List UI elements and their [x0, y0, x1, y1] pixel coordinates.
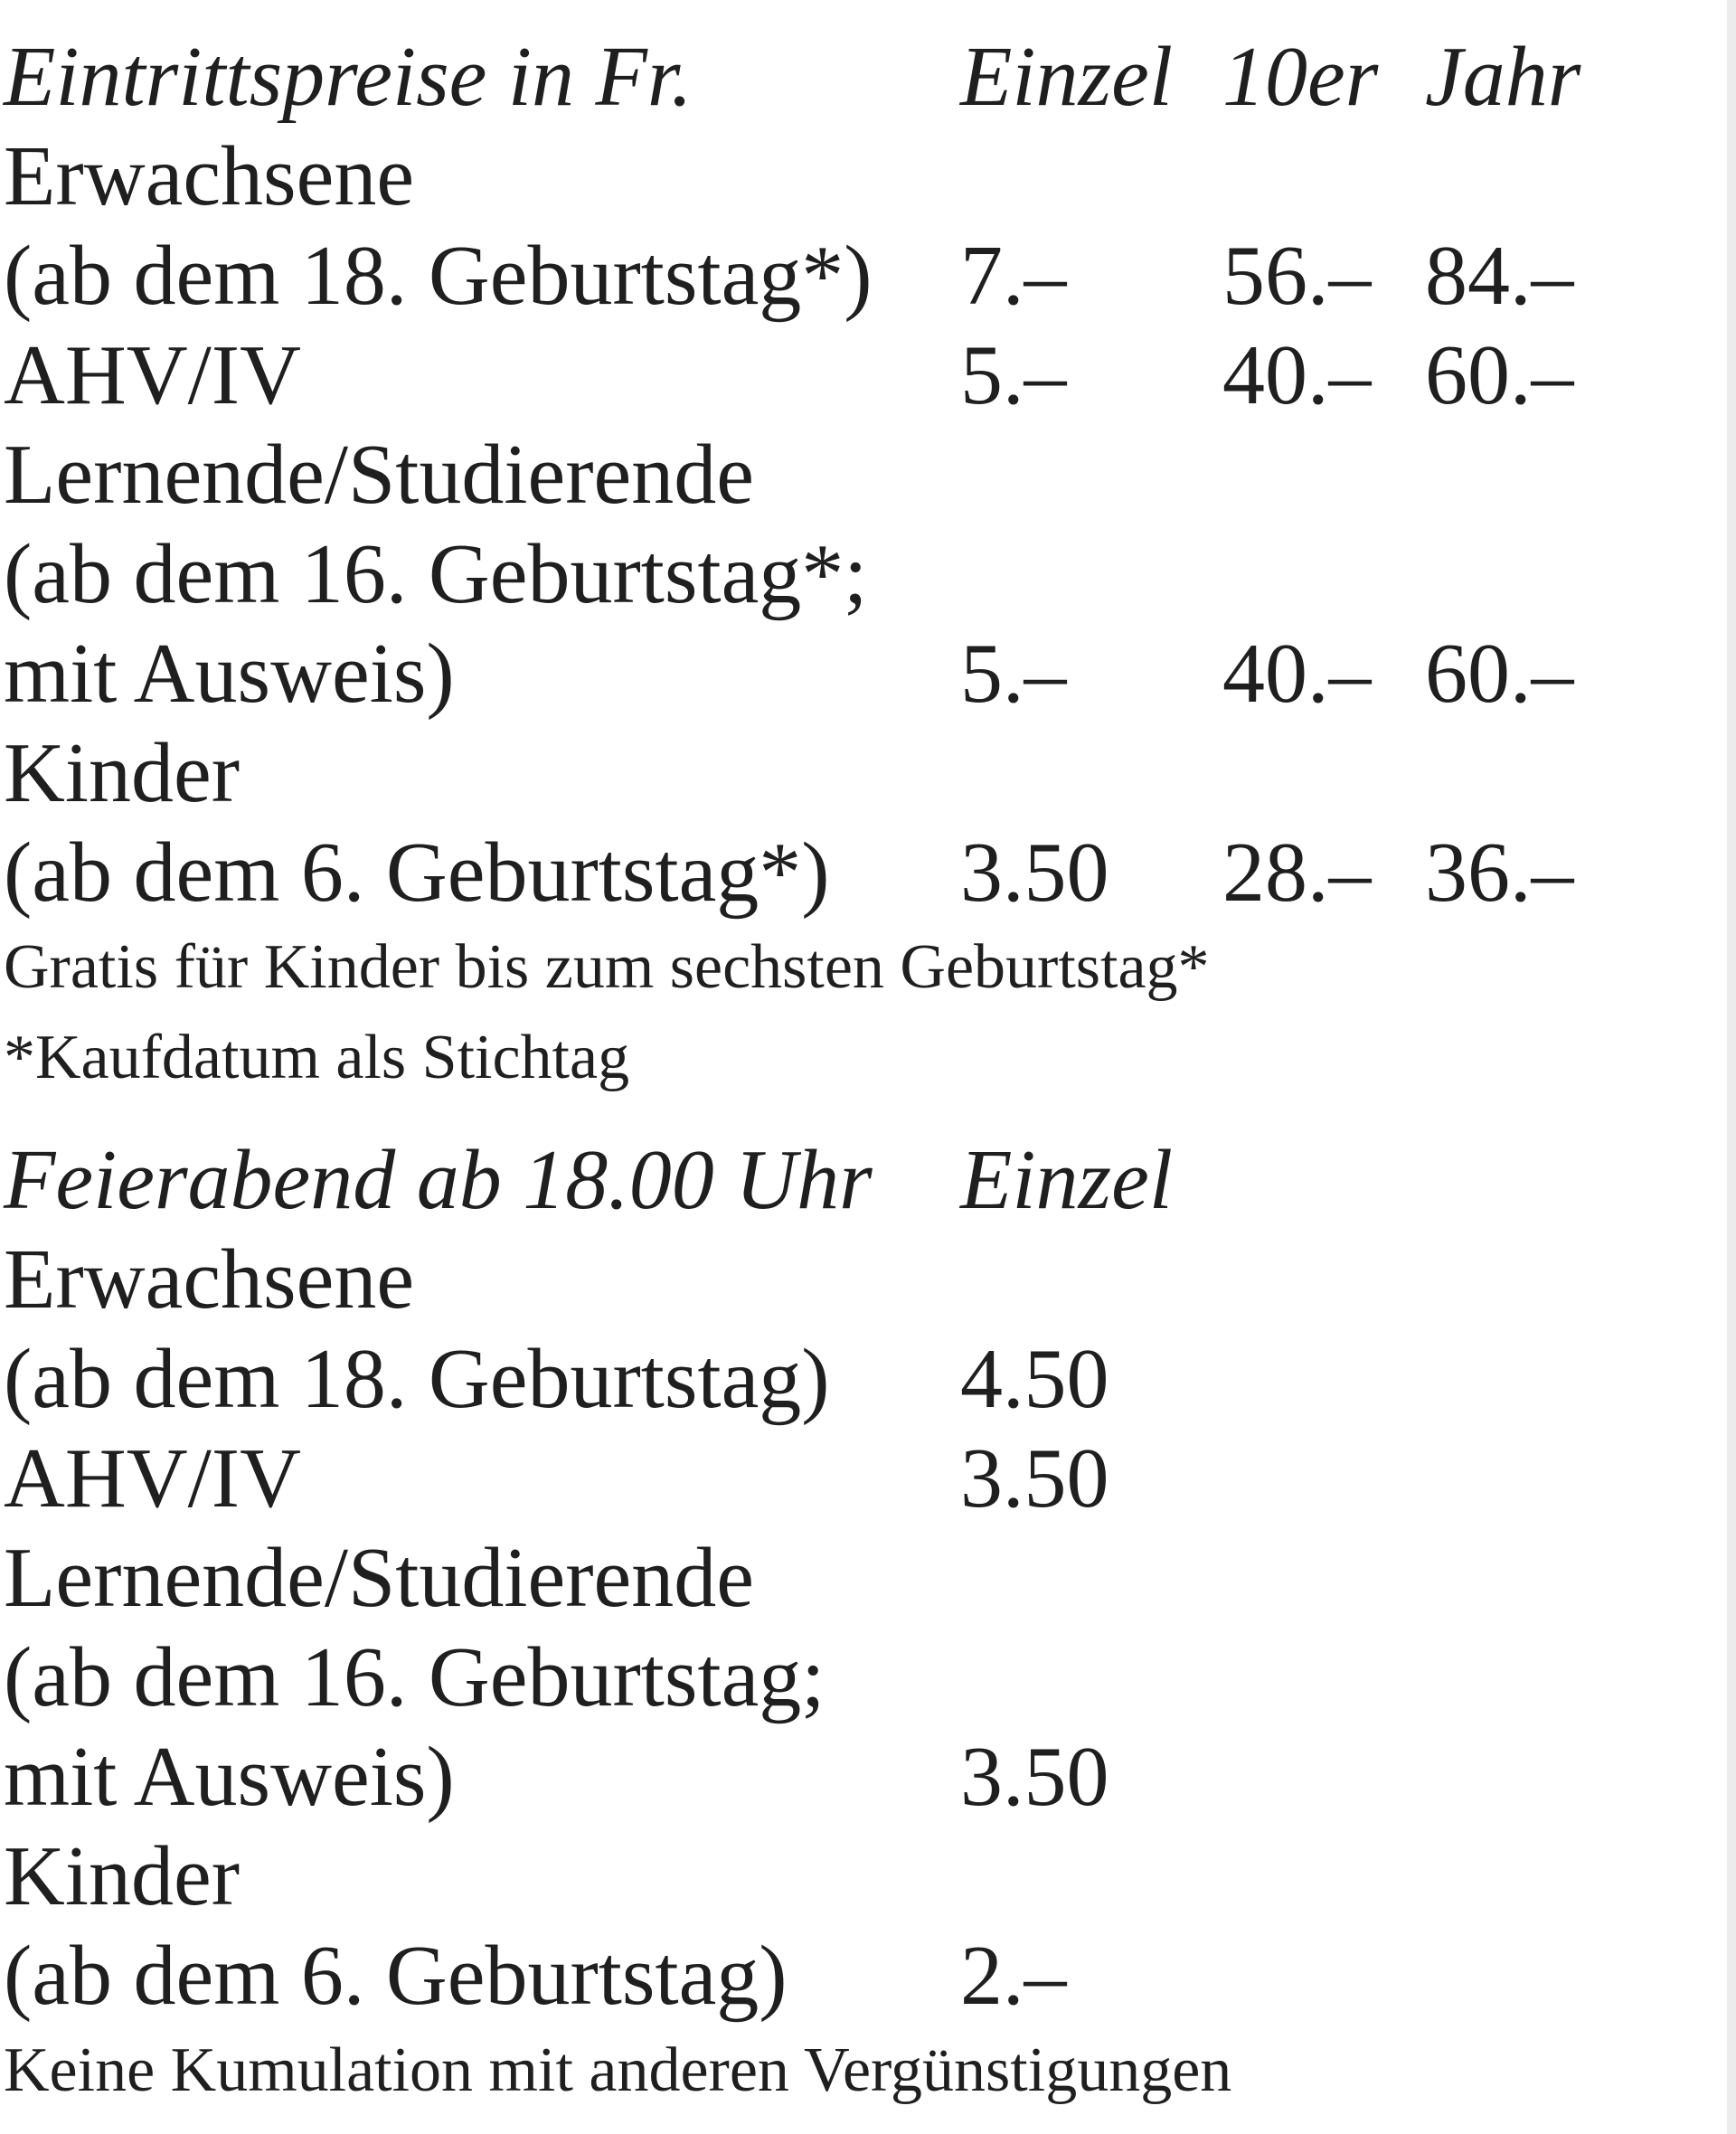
evening-note-no-cumulation: Keine Kumulation mit anderen Vergünstigungen: [4, 2035, 1232, 2105]
evening-students-detail1: (ab dem 16. Geburtstag;: [4, 1630, 826, 1724]
regular-adults-single: 7.–: [960, 229, 1067, 323]
regular-kids-year: 36.–: [1425, 826, 1574, 920]
regular-header-label: Eintrittspreise in Fr.: [4, 30, 693, 124]
regular-note-free-children: Gratis für Kinder bis zum sechsten Geburtstag*: [4, 932, 1210, 1002]
evening-ahv-single: 3.50: [960, 1431, 1109, 1525]
evening-kids-single: 2.–: [960, 1929, 1067, 2023]
regular-students-ten: 40.–: [1222, 627, 1372, 721]
regular-students-detail1: (ab dem 16. Geburtstag*;: [4, 527, 868, 621]
regular-ahv-label: AHV/IV: [4, 328, 301, 422]
evening-students-detail2: mit Ausweis): [4, 1730, 455, 1824]
evening-students-single: 3.50: [960, 1730, 1109, 1824]
regular-ahv-year: 60.–: [1425, 328, 1574, 422]
evening-adults-single: 4.50: [960, 1332, 1109, 1426]
regular-students-label: Lernende/Studierende: [4, 428, 754, 522]
regular-col-single: Einzel: [960, 30, 1173, 124]
regular-ahv-single: 5.–: [960, 328, 1067, 422]
regular-adults-detail: (ab dem 18. Geburtstag*): [4, 229, 873, 323]
evening-adults-label: Erwachsene: [4, 1232, 415, 1327]
regular-col-ten: 10er: [1222, 30, 1379, 124]
evening-kids-label: Kinder: [4, 1829, 241, 1923]
evening-kids-detail: (ab dem 6. Geburtstag): [4, 1929, 788, 2023]
evening-ahv-label: AHV/IV: [4, 1431, 301, 1525]
regular-adults-year: 84.–: [1425, 229, 1574, 323]
regular-kids-ten: 28.–: [1222, 826, 1372, 920]
regular-adults-ten: 56.–: [1222, 229, 1372, 323]
regular-adults-label: Erwachsene: [4, 129, 415, 223]
regular-kids-detail: (ab dem 6. Geburtstag*): [4, 826, 830, 920]
evening-col-single: Einzel: [960, 1133, 1173, 1227]
evening-header-label: Feierabend ab 18.00 Uhr: [4, 1133, 873, 1227]
evening-students-label: Lernende/Studierende: [4, 1531, 754, 1625]
page-edge: [1727, 0, 1736, 2134]
regular-ahv-ten: 40.–: [1222, 328, 1372, 422]
regular-students-single: 5.–: [960, 627, 1067, 721]
regular-col-year: Jahr: [1425, 30, 1581, 124]
regular-students-year: 60.–: [1425, 627, 1574, 721]
regular-students-detail2: mit Ausweis): [4, 627, 455, 721]
evening-adults-detail: (ab dem 18. Geburtstag): [4, 1332, 830, 1426]
regular-note-purchase-date: *Kaufdatum als Stichtag: [4, 1023, 630, 1092]
regular-kids-label: Kinder: [4, 726, 241, 820]
regular-kids-single: 3.50: [960, 826, 1109, 920]
